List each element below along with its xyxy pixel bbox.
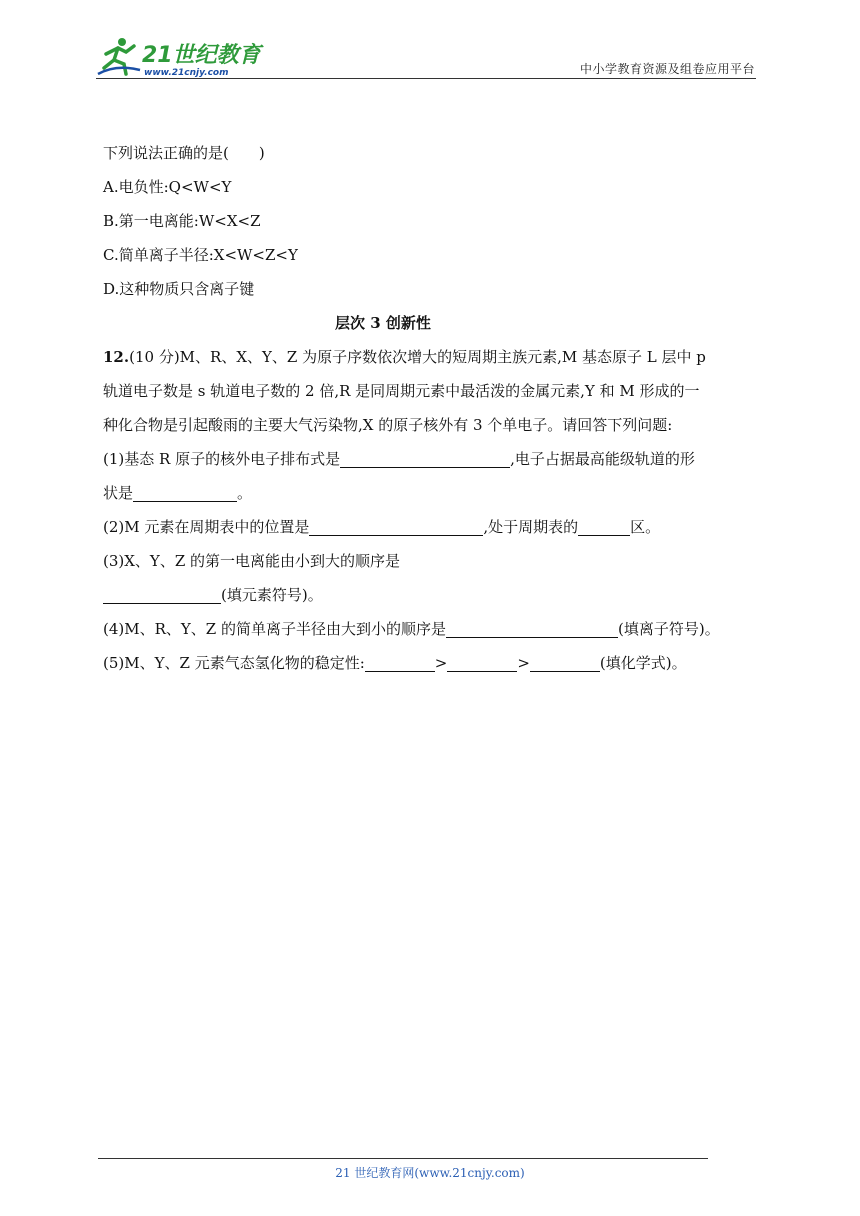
footer-divider — [98, 1158, 708, 1159]
answer-blank[interactable] — [365, 651, 435, 672]
answer-blank[interactable] — [446, 617, 618, 638]
option-b: B.第一电离能:W<X<Z — [103, 212, 261, 230]
platform-label: 中小学教育资源及组卷应用平台 — [579, 62, 755, 76]
subquestion-3: (3)X、Y、Z 的第一电离能由小到大的顺序是 — [103, 552, 401, 570]
question-12-stem-line2: 轨道电子数是 s 轨道电子数的 2 倍,R 是同周期元素中最活泼的金属元素,Y 和 M 形成的一 — [103, 382, 700, 400]
subquestion-4: (4)M、R、Y、Z 的简单离子半径由大到小的顺序是 (填离子符号)。 — [103, 612, 763, 646]
header-divider — [96, 78, 756, 79]
question-number: 12. — [103, 348, 130, 366]
answer-blank[interactable] — [578, 515, 630, 536]
logo — [96, 34, 266, 80]
option-a: A.电负性:Q<W<Y — [103, 178, 232, 196]
svg-text:www.21cnjy.com: www.21cnjy.com — [144, 68, 229, 78]
footer-text[interactable]: 21 世纪教育网(www.21cnjy.com) — [335, 1166, 525, 1180]
subquestion-1-cont: 状是 。 — [103, 476, 763, 510]
question-prompt: 下列说法正确的是( ) — [103, 144, 265, 162]
runner-logo-icon — [96, 34, 266, 80]
answer-blank[interactable] — [103, 583, 221, 604]
page-header — [0, 0, 860, 90]
subquestion-2: (2)M 元素在周期表中的位置是 ,处于周期表的 区。 — [103, 510, 763, 544]
subquestion-1: (1)基态 R 原子的核外电子排布式是 ,电子占据最高能级轨道的形 — [103, 442, 763, 476]
answer-blank[interactable] — [530, 651, 600, 672]
subquestion-5: (5)M、Y、Z 元素气态氢化物的稳定性: > > (填化学式)。 — [103, 646, 763, 680]
svg-text:21世纪教育: 21世纪教育 — [142, 43, 261, 68]
question-12-stem-line3: 种化合物是引起酸雨的主要大气污染物,X 的原子核外有 3 个单电子。请回答下列问题: — [103, 416, 673, 434]
question-12-stem-line1: 12.(10 分)M、R、X、Y、Z 为原子序数依次增大的短周期主族元素,M 基态原子 L 层中 p — [103, 348, 706, 366]
answer-blank[interactable] — [340, 447, 510, 468]
answer-blank[interactable] — [309, 515, 483, 536]
answer-blank[interactable] — [133, 481, 237, 502]
section-heading: 层次 3 创新性 — [335, 314, 431, 332]
option-d: D.这种物质只含离子键 — [103, 280, 255, 298]
subquestion-3-cont: (填元素符号)。 — [103, 578, 763, 612]
document-body — [103, 136, 763, 680]
option-c: C.简单离子半径:X<W<Z<Y — [103, 246, 298, 264]
answer-blank[interactable] — [447, 651, 517, 672]
